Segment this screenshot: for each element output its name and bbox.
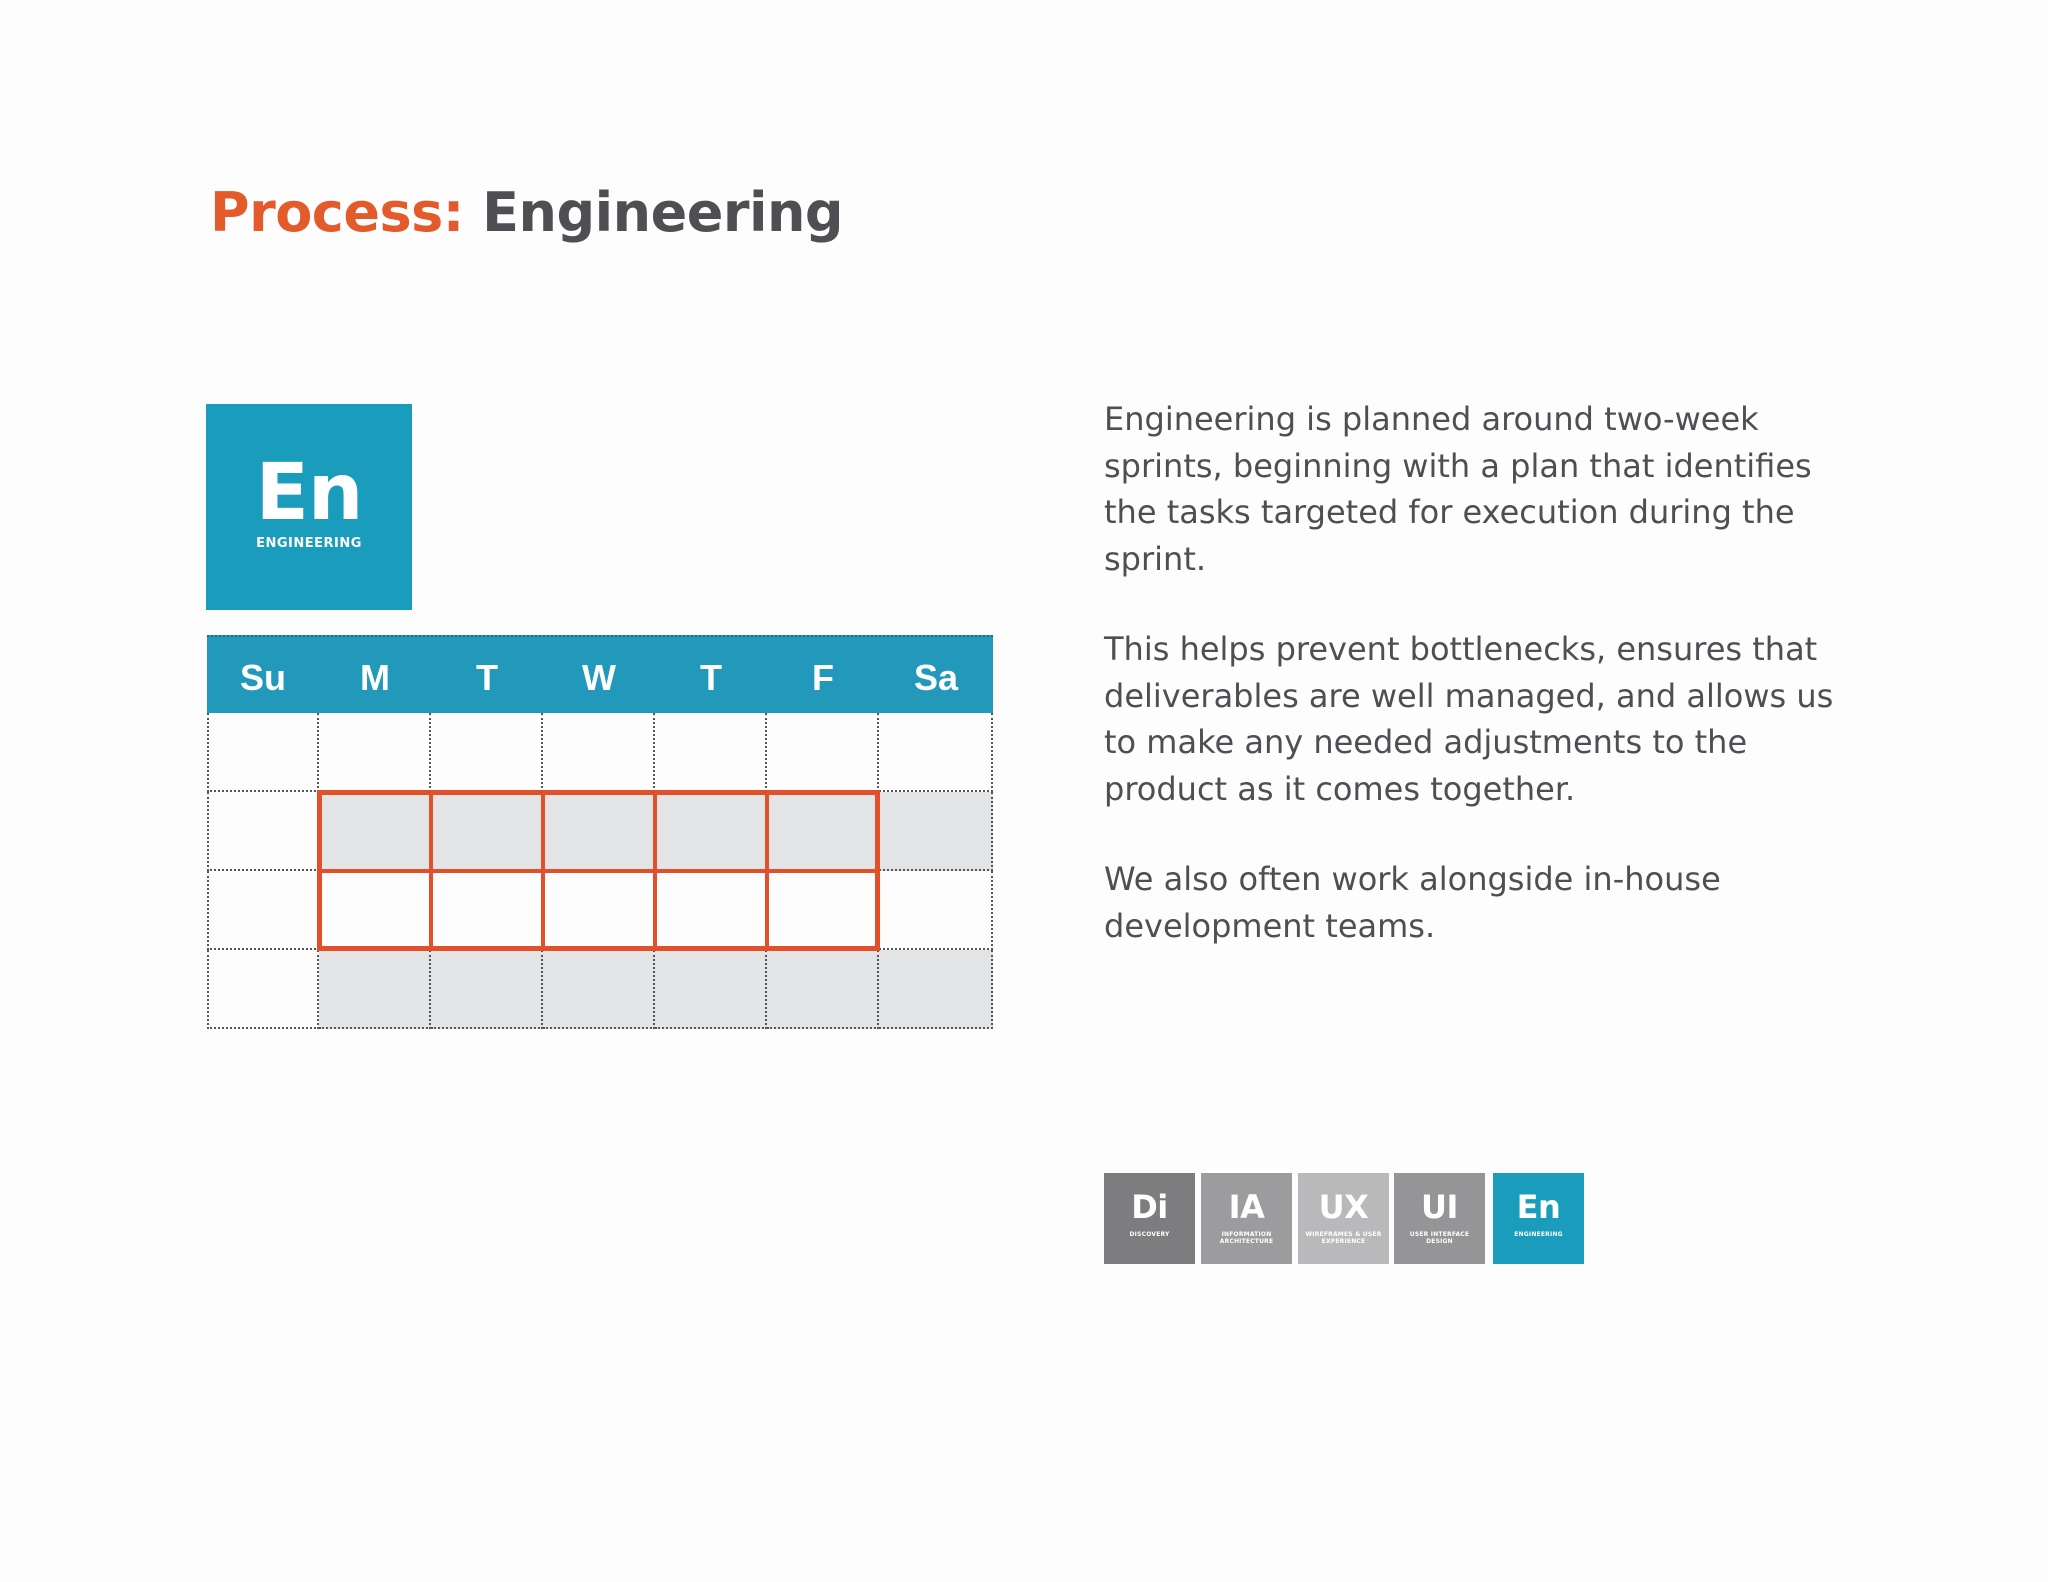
process-tile-discovery	[1104, 1173, 1195, 1264]
process-tile-user-interface	[1394, 1173, 1485, 1264]
calendar-cell	[431, 950, 543, 1029]
paragraph-3: We also often work alongside in-house development teams.	[1104, 860, 1721, 945]
tile-label: DISCOVERY	[1129, 1231, 1170, 1238]
body-text	[1104, 396, 1844, 993]
day-sa: Sa	[913, 657, 959, 698]
calendar-cell	[879, 713, 993, 792]
day-f: F	[812, 657, 834, 698]
calendar-cell	[207, 950, 319, 1029]
calendar-cell	[319, 950, 431, 1029]
calendar-cell	[767, 950, 879, 1029]
tile-symbol: En	[1516, 1188, 1561, 1226]
engineering-tile-label: ENGINEERING	[256, 536, 362, 551]
sprint-divider	[317, 869, 880, 873]
calendar-cell	[207, 713, 319, 792]
calendar-cell	[879, 950, 993, 1029]
tile-label: INFORMATION ARCHITECTURE	[1219, 1231, 1274, 1245]
day-m: M	[360, 657, 390, 698]
tile-label: WIREFRAMES & USER EXPERIENCE	[1305, 1231, 1382, 1245]
paragraph-1: Engineering is planned around two-week sprints, beginning with a plan that identifies the tasks targeted for execution during the sprint.	[1104, 400, 1812, 578]
tile-symbol: Di	[1131, 1188, 1168, 1226]
title-prefix: Process:	[210, 181, 464, 244]
day-t: T	[476, 657, 498, 698]
sprint-divider	[541, 790, 545, 951]
sprint-divider	[429, 790, 433, 951]
paragraph-2: This helps prevent bottlenecks, ensures that deliverables are well managed, and allows us to make any needed adjustments to the product as it comes together.	[1104, 630, 1834, 808]
calendar-cell	[431, 713, 543, 792]
process-tile-information-architecture	[1201, 1173, 1292, 1264]
tile-label: USER INTERFACE DESIGN	[1409, 1231, 1470, 1245]
calendar-cell	[767, 713, 879, 792]
calendar-grid	[207, 713, 993, 1029]
calendar-cell	[655, 713, 767, 792]
sprint-divider	[653, 790, 657, 951]
calendar-cell	[655, 950, 767, 1029]
tile-symbol: UX	[1318, 1188, 1369, 1226]
day-th: T	[700, 657, 722, 698]
tile-symbol: UI	[1421, 1188, 1458, 1226]
sprint-calendar	[207, 635, 993, 1031]
engineering-tile	[206, 404, 412, 610]
calendar-cell	[207, 871, 319, 950]
sprint-divider	[765, 790, 769, 951]
tile-symbol: IA	[1228, 1188, 1265, 1226]
process-tile-engineering	[1493, 1173, 1584, 1264]
calendar-header	[207, 635, 993, 713]
calendar-cell	[543, 713, 655, 792]
page-title	[210, 181, 844, 244]
title-main: Engineering	[482, 181, 844, 244]
calendar-cell	[319, 713, 431, 792]
day-su: Su	[239, 657, 286, 698]
tile-label: ENGINEERING	[1514, 1231, 1563, 1238]
process-tile-user-experience	[1298, 1173, 1389, 1264]
calendar-cell	[207, 792, 319, 871]
calendar-cell	[543, 950, 655, 1029]
calendar-cell	[879, 871, 993, 950]
engineering-tile-symbol: En	[255, 448, 363, 538]
calendar-cell	[879, 792, 993, 871]
day-w: W	[582, 657, 616, 698]
